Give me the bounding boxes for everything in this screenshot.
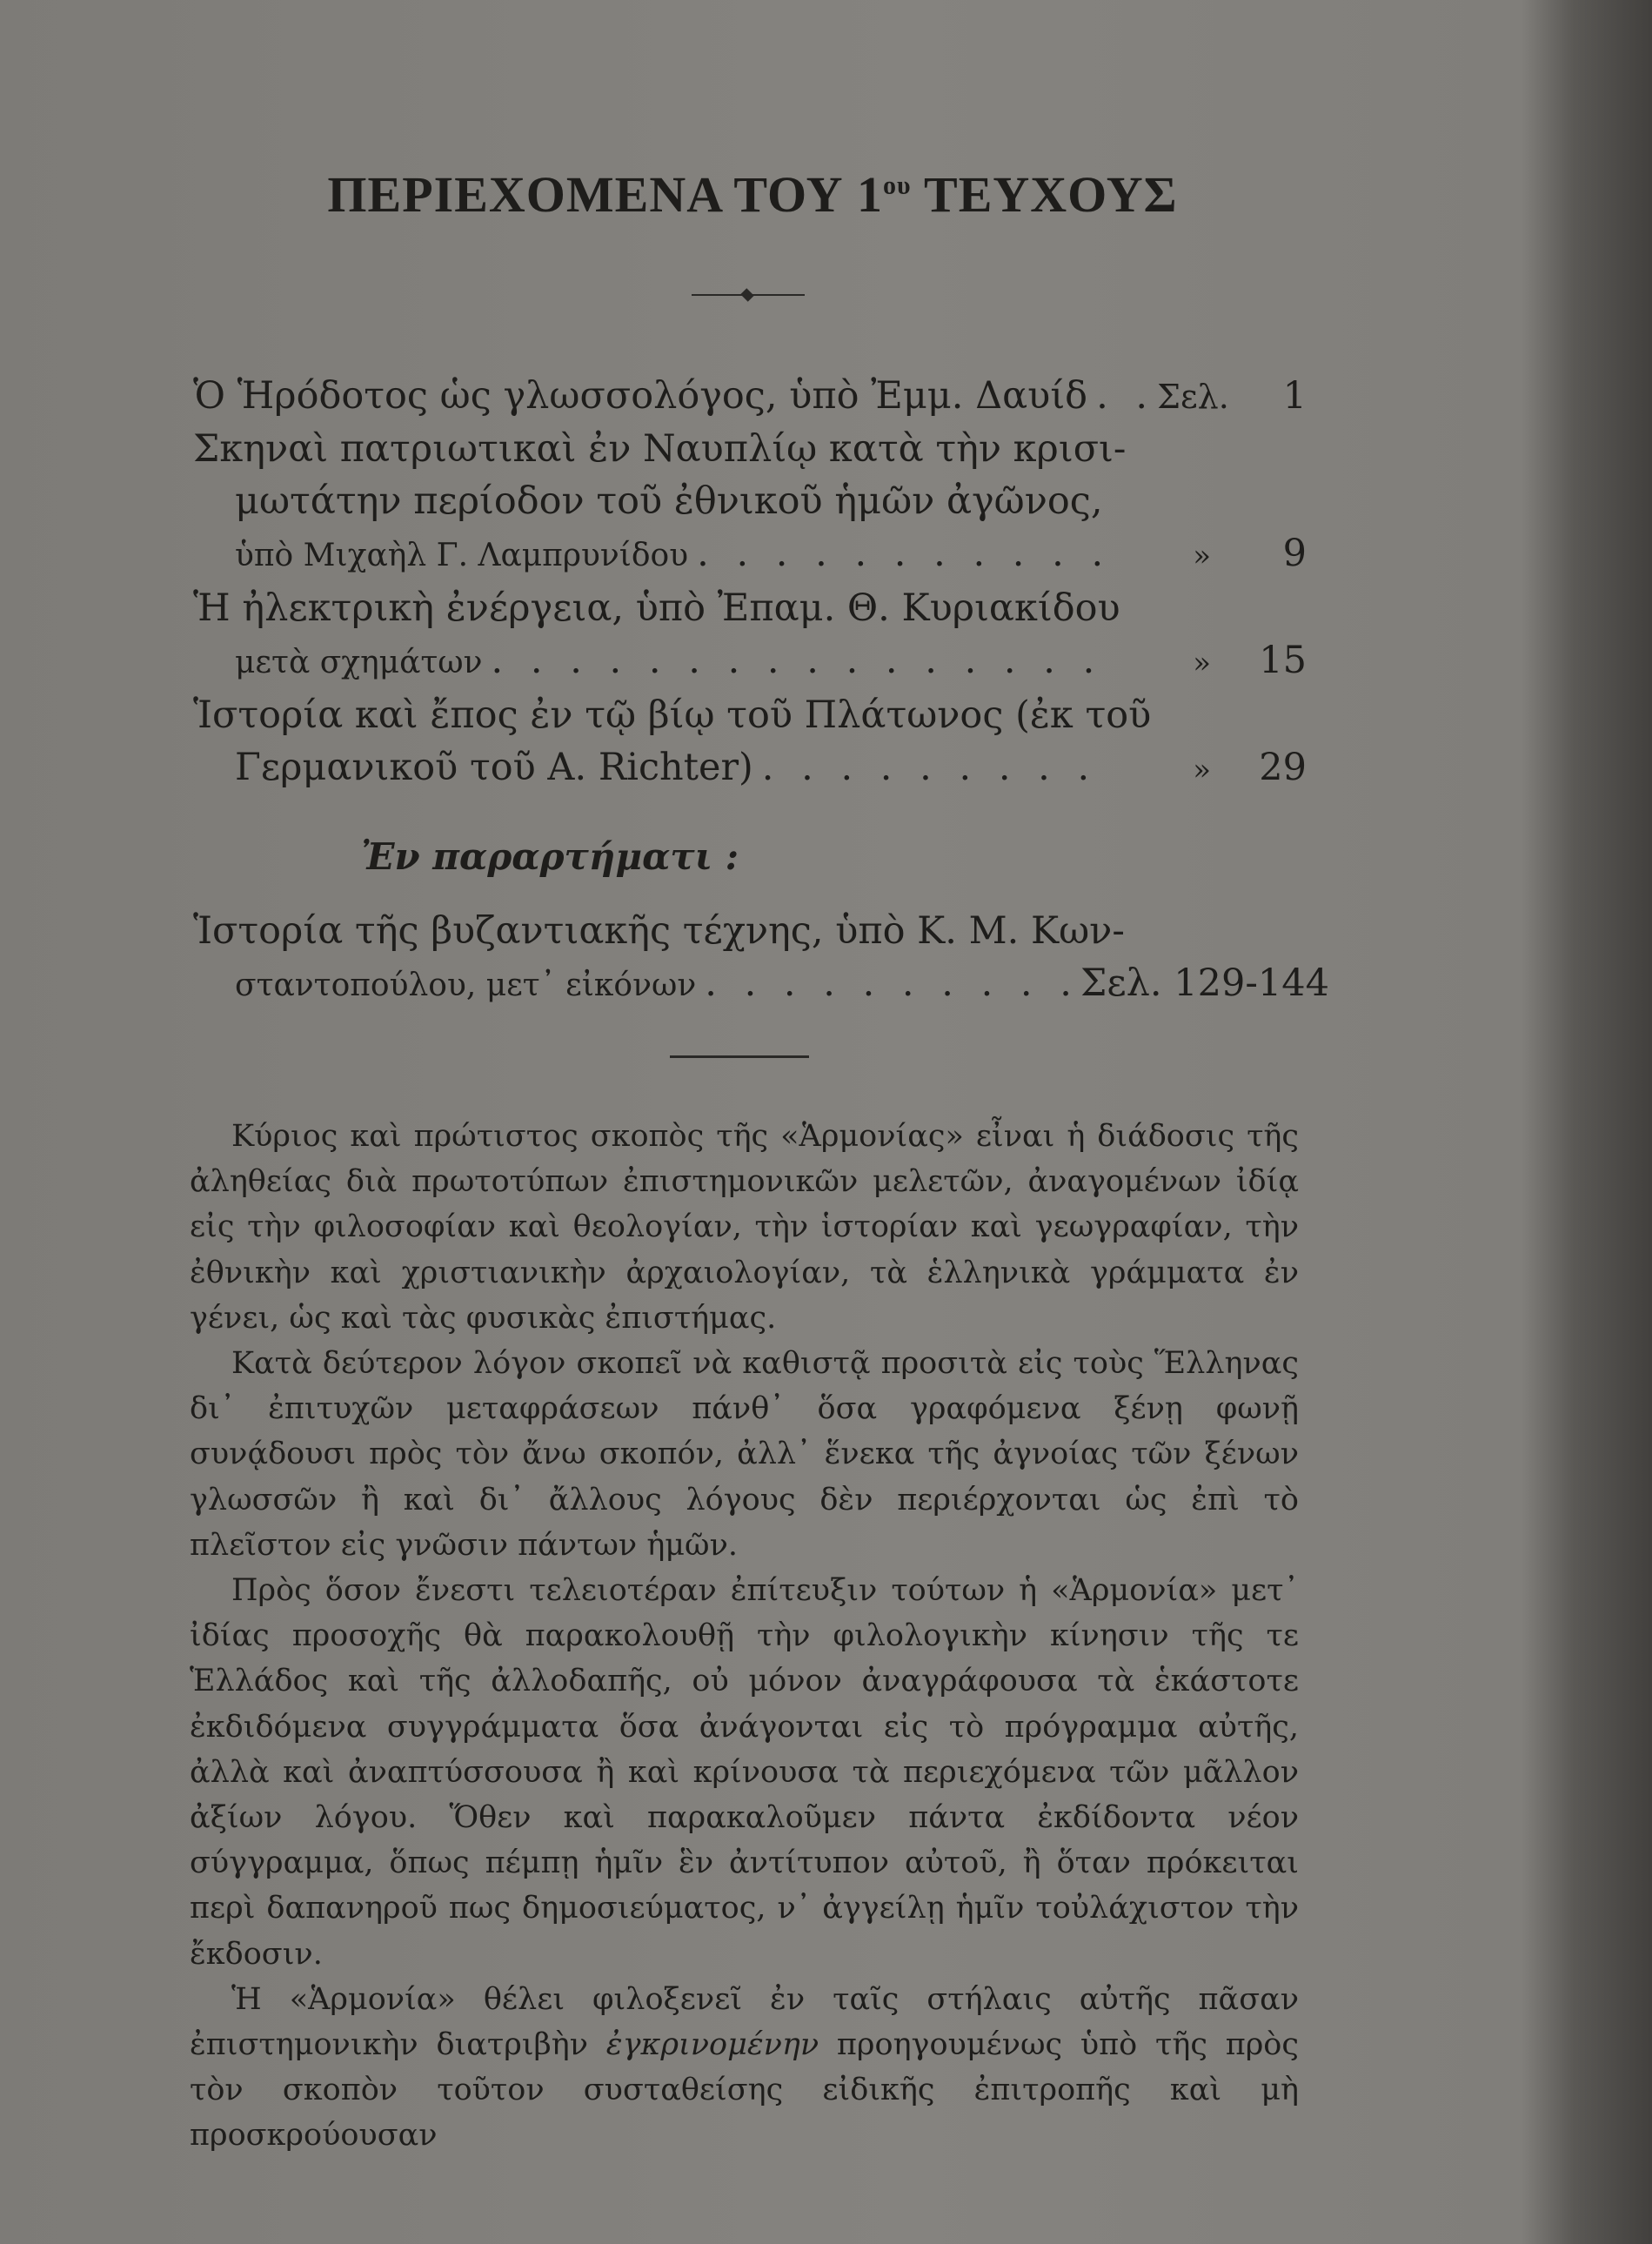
paragraph-text: προηγουμένως ὑπὸ τῆς πρὸς τὸν σκοπὸν τοῦτον συσταθείσης εἰδικῆς ἐπιτροπῆς καὶ μὴ προσκρούουσαν (190, 2027, 1299, 2154)
toc-entry-line (193, 370, 1307, 423)
appendix-heading: Ἐν παραρτήματι : (361, 835, 739, 878)
paragraph (190, 1977, 1299, 2159)
title-end: ΤΕΥΧΟΥΣ (924, 166, 1178, 223)
toc-entry (193, 370, 1307, 423)
page-title (261, 165, 1244, 224)
toc-ditto-mark: » (1193, 539, 1211, 573)
toc-entry (193, 423, 1307, 582)
toc-entry (193, 582, 1307, 689)
dot-leader (762, 741, 1120, 794)
toc-entry (193, 905, 1329, 1012)
page-edge-shadow (1522, 0, 1652, 2244)
title-ornament (692, 291, 805, 299)
toc-entry-line: Ἡ ἠλεκτρικὴ ἐνέργεια, ὑπὸ Ἐπαμ. Θ. Κυριακίδου (193, 586, 1120, 630)
toc-entry-line (193, 957, 1329, 1012)
body-text (190, 1114, 1299, 2159)
toc-ditto-mark: » (1193, 753, 1211, 787)
section-divider (670, 1055, 809, 1058)
dot-leader (1096, 370, 1148, 422)
toc-entry-line: Ἱστορία καὶ ἔπος ἐν τῷ βίῳ τοῦ Πλάτωνος (ἐκ τοῦ (193, 693, 1152, 737)
toc-entry-text: μετὰ σχημάτων (235, 645, 483, 680)
dot-leader (697, 527, 1120, 579)
toc-entry-line (193, 634, 1307, 689)
ornament-diamond-icon (740, 288, 754, 302)
toc-entry-line: Σκηναὶ πατριωτικαὶ ἐν Ναυπλίῳ κατὰ τὴν κρισι- (193, 427, 1127, 471)
paragraph-text: Ἡ «Ἁρμονία» θέλει φιλοξενεῖ ἐν ταῖς στήλαις αὐτῆς πᾶσαν ἐπιστημονικὴν διατριβὴν (190, 1981, 1299, 2063)
toc-entry-text: Ὁ Ἡρόδοτος ὡς γλωσσολόγος, ὑπὸ Ἐμμ. Δαυίδ (193, 374, 1088, 418)
paragraph: Κατὰ δεύτερον λόγον σκοπεῖ νὰ καθιστᾷ προσιτὰ εἰς τοὺς Ἕλληνας δι᾽ ἐπιτυχῶν μεταφράσεων πάνθ᾽ ὅσα γραφόμενα ξένῃ φωνῇ συνᾴδουσι πρὸς τὸν ἄνω σκοπόν, ἀλλ᾽ ἕνεκα τῆς ἀγνοίας τῶν ξένων γλωσσῶν ἢ καὶ δι᾽ ἄλλους λόγους δὲν περιέρχονται ὡς ἐπὶ τὸ πλεῖστον εἰς γνῶσιν πάντων ἡμῶν. (190, 1346, 1299, 1563)
dot-leader (705, 957, 1072, 1009)
toc-entry-line (193, 741, 1307, 796)
toc-entry-text: ὑπὸ Μιχαὴλ Γ. Λαμπρυνίδου (235, 538, 689, 573)
toc-entry-line (193, 527, 1307, 582)
toc-page-number: 1 (1282, 374, 1307, 418)
toc-entry-text: σταντοπούλου, μετ᾽ εἰκόνων (235, 968, 697, 1003)
paragraph: Κύριος καὶ πρώτιστος σκοπὸς τῆς «Ἁρμονίας» εἶναι ἡ διάδοσις τῆς ἀληθείας διὰ πρωτοτύπων ἐπιστημονικῶν μελετῶν, ἀναγομένων ἰδίᾳ εἰς τὴν φιλοσοφίαν καὶ θεολογίαν, τὴν ἱστορίαν καὶ γεωγραφίαν, τὴν ἐθνικὴν καὶ χριστιανικὴν ἀρχαιολογίαν, τὰ ἑλληνικὰ γράμματα ἐν γένει, ὡς καὶ τὰς φυσικὰς ἐπιστήμας. (190, 1119, 1299, 1336)
table-of-contents (193, 370, 1307, 796)
toc-entry-text: Γερμανικοῦ τοῦ A. Richter) (235, 746, 753, 789)
toc-page-number: 15 (1259, 639, 1307, 682)
toc-entry-line: Ἱστορία τῆς βυζαντιακῆς τέχνης, ὑπὸ Κ. Μ. Κων- (193, 909, 1125, 953)
title-superscript: ου (882, 171, 912, 200)
toc-page-number: 29 (1259, 746, 1307, 789)
toc-ditto-mark: » (1193, 646, 1211, 680)
toc-page-label: Σελ. (1157, 378, 1229, 416)
toc-page-number: 9 (1282, 532, 1307, 575)
dot-leader (492, 634, 1120, 687)
title-main: ΠΕΡΙΕΧΟΜΕΝΑ ΤΟΥ 1 (327, 166, 883, 223)
emphasis-text: ἐγκρινομένην (605, 2027, 819, 2063)
paragraph: Πρὸς ὅσον ἔνεστι τελειοτέραν ἐπίτευξιν τούτων ἡ «Ἁρμονία» μετ᾽ ἰδίας προσοχῆς θὰ παρακολουθῇ τὴν φιλολογικὴν κίνησιν τῆς τε Ἑλλάδος καὶ τῆς ἀλλοδαπῆς, οὐ μόνον ἀναγράφουσα τὰ ἑκάστοτε ἐκδιδόμενα συγγράμματα ὅσα ἀνάγονται εἰς τὸ πρόγραμμα αὐτῆς, ἀλλὰ καὶ ἀναπτύσσουσα ἢ καὶ κρίνουσα τὰ περιεχόμενα τῶν μᾶλλον ἀξίων λόγου. Ὅθεν καὶ παρακαλοῦμεν πάντα ἐκδίδοντα νέον σύγγραμμα, ὅπως πέμπῃ ἡμῖν ἓν ἀντίτυπον αὐτοῦ, ἢ ὅταν πρόκειται περὶ δαπανηροῦ πως δημοσιεύματος, ν᾽ ἀγγείλῃ ἡμῖν τοὐλάχιστον τὴν ἔκδοσιν. (190, 1573, 1299, 1972)
toc-entry-line: μωτάτην περίοδον τοῦ ἐθνικοῦ ἡμῶν ἀγῶνος, (235, 479, 1103, 523)
toc-page-number: Σελ. 129-144 (1080, 961, 1329, 1005)
toc-entry (193, 689, 1307, 796)
appendix-contents (193, 905, 1329, 1012)
